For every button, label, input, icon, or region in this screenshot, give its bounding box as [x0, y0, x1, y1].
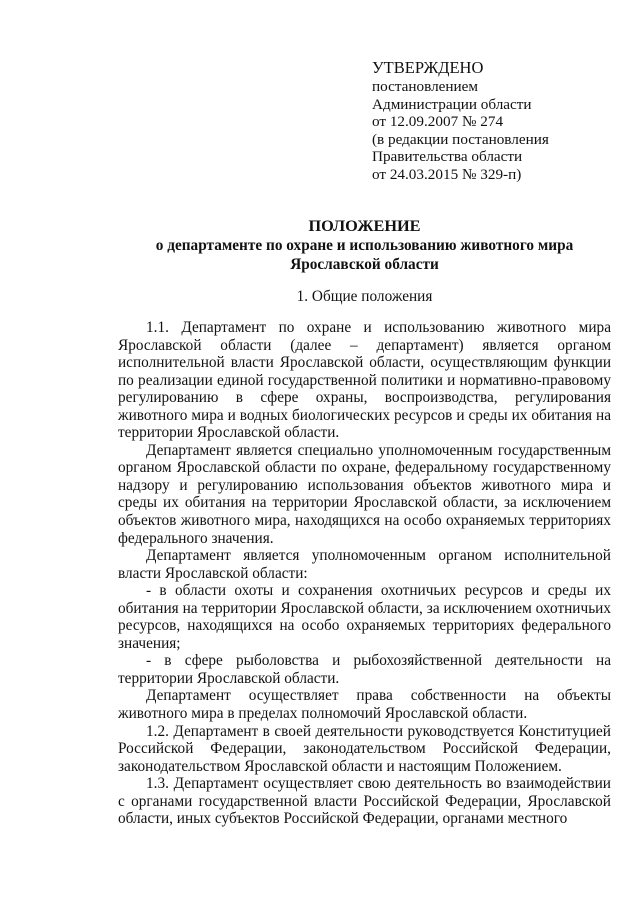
paragraph: 1.1. Департамент по охране и использованию животного мира Ярославской области (далее – департамент) является органом исполнительной власти Ярославской области, осуществляющим функции по реализации единой государственной политики и нормативно-правовому регулированию в сфере охраны, воспроизводства, регулирования животного мира и водных биологических ресурсов и среды их обитания на территории Ярославской области.: [118, 319, 611, 442]
list-item: - в сфере рыболовства и рыбохозяйственной деятельности на территории Ярославской области.: [118, 652, 611, 687]
approval-title: УТВЕРЖДЕНО: [372, 58, 484, 77]
paragraph: Департамент является уполномоченным органом исполнительной власти Ярославской области:: [118, 547, 611, 582]
document-heading: [118, 216, 611, 275]
approval-stamp: [372, 58, 612, 184]
section-title: 1. Общие положения: [296, 288, 433, 305]
paragraph: Департамент является специально уполномоченным государственным органом Ярославской области по охране, федеральному государственному надзору и регулированию использования объектов животного мира и среды их обитания на территории Ярославской области, за исключением объектов животного мира, находящихся на особо охраняемых территориях федерального значения.: [118, 441, 611, 547]
document-title: ПОЛОЖЕНИЕ: [308, 216, 421, 235]
approval-line: от 24.03.2015 № 329-п): [372, 165, 522, 183]
approval-line: Правительства области: [372, 148, 523, 166]
document-body: [118, 319, 611, 828]
list-item: - в области охоты и сохранения охотничьих ресурсов и среды их обитания на территории Ярославской области, за исключением охотничьих ресурсов, находящихся на особо охраняемых территориях федерального значения;: [118, 582, 611, 652]
paragraph: Департамент осуществляет права собственности на объекты животного мира в пределах полномочий Ярославской области.: [118, 687, 611, 723]
paragraph: 1.2. Департамент в своей деятельности руководствуется Конституцией Российской Федерации, законодательством Российской Федерации, законодательством Ярославской области и настоящим Положением.: [118, 722, 611, 775]
approval-line: постановлением: [372, 78, 479, 95]
approval-line: Администрации области: [372, 95, 532, 113]
paragraph: 1.3. Департамент осуществляет свою деятельность во взаимодействии с органами государственной власти Российской Федерации, Ярославской области, иных субъектов Российской Федерации, органами местного: [118, 775, 611, 828]
approval-line: (в редакции постановления: [372, 130, 549, 148]
approval-line: от 12.09.2007 № 274: [372, 113, 504, 131]
document-subtitle-line: Ярославской области: [290, 256, 439, 273]
document-subtitle-line: о департаменте по охране и использованию животного мира: [155, 236, 574, 254]
